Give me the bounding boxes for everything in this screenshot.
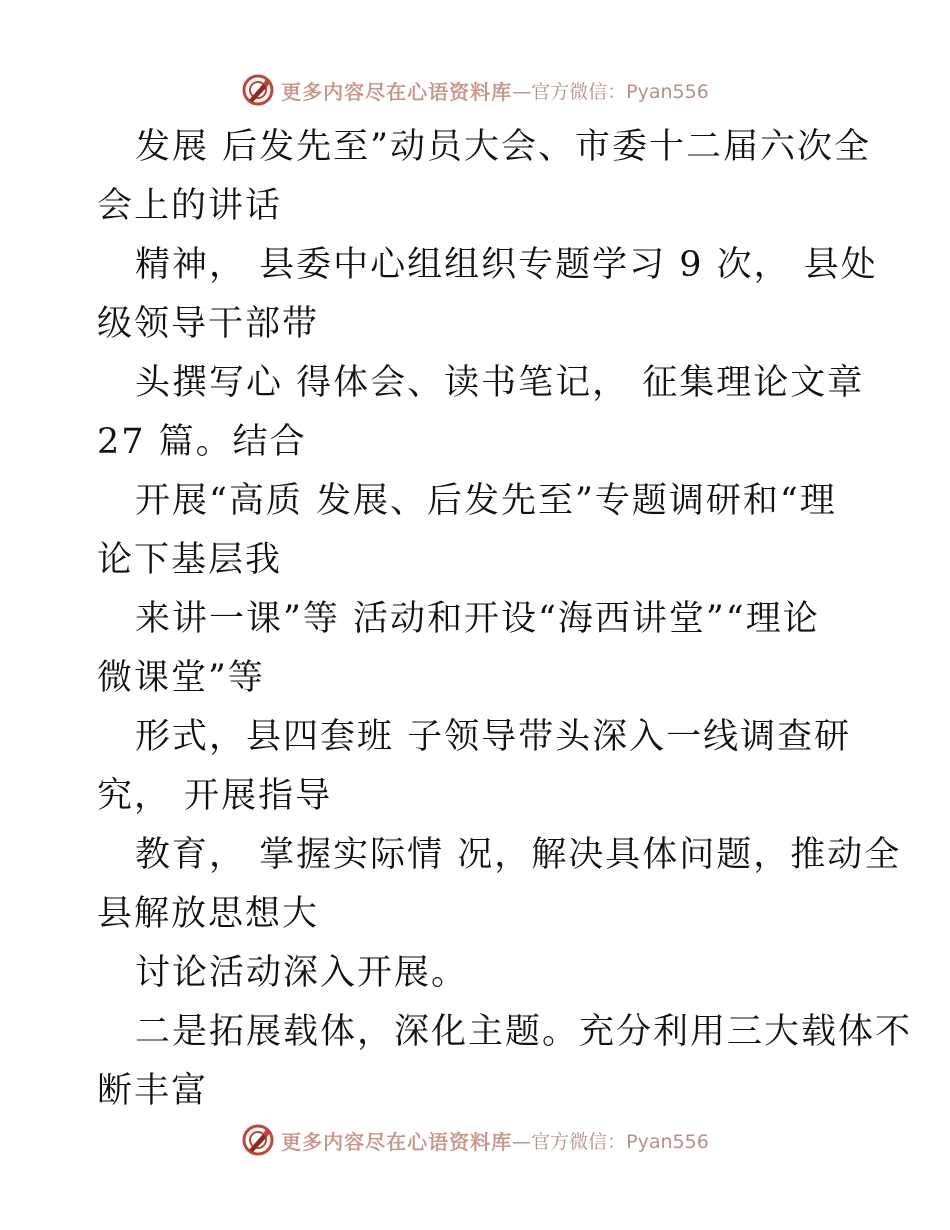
- text-line: 教育， 掌握实际情 况，解决具体问题，推动全: [135, 835, 902, 875]
- text-line: 县解放思想大: [97, 894, 320, 934]
- watermark-main-text: 更多内容尽在心语资料库: [281, 79, 513, 104]
- text-line: 断丰富: [97, 1071, 209, 1111]
- watermark-contact-text: —官方微信：Pyan556: [512, 1130, 709, 1153]
- text-line: 会上的讲话: [97, 186, 283, 226]
- text-line: 开展“高质 发展、后发先至”专题调研和“理: [135, 481, 837, 521]
- header-watermark: [0, 70, 950, 110]
- text-line: 形式，县四套班 子领导带头深入一线调查研: [135, 717, 852, 757]
- text-line: 二是拓展载体，深化主题。充分利用三大载体不: [135, 1012, 913, 1052]
- text-line: 头撰写心 得体会、读书笔记， 征集理论文章: [135, 363, 865, 403]
- text-line: 27 篇。结合: [97, 422, 307, 462]
- text-line: 微课堂”等: [97, 658, 265, 698]
- text-line: 精神， 县委中心组组织专题学习 9 次， 县处: [135, 245, 878, 285]
- pen-logo-icon: [241, 1123, 275, 1157]
- document-body: [97, 118, 913, 1121]
- footer-watermark: [0, 1120, 950, 1160]
- watermark-main-text: 更多内容尽在心语资料库: [281, 1129, 513, 1154]
- watermark-contact-text: —官方微信：Pyan556: [512, 80, 709, 103]
- text-line: 发展 后发先至”动员大会、市委十二届六次全: [135, 127, 872, 167]
- pen-logo-icon: [241, 73, 275, 107]
- text-line: 究， 开展指导: [97, 776, 333, 816]
- text-line: 来讲一课”等 活动和开设“海西讲堂”“理论: [135, 599, 820, 639]
- text-line: 讨论活动深入开展。: [135, 953, 469, 993]
- text-line: 级领导干部带: [97, 304, 320, 344]
- text-line: 论下基层我: [97, 540, 283, 580]
